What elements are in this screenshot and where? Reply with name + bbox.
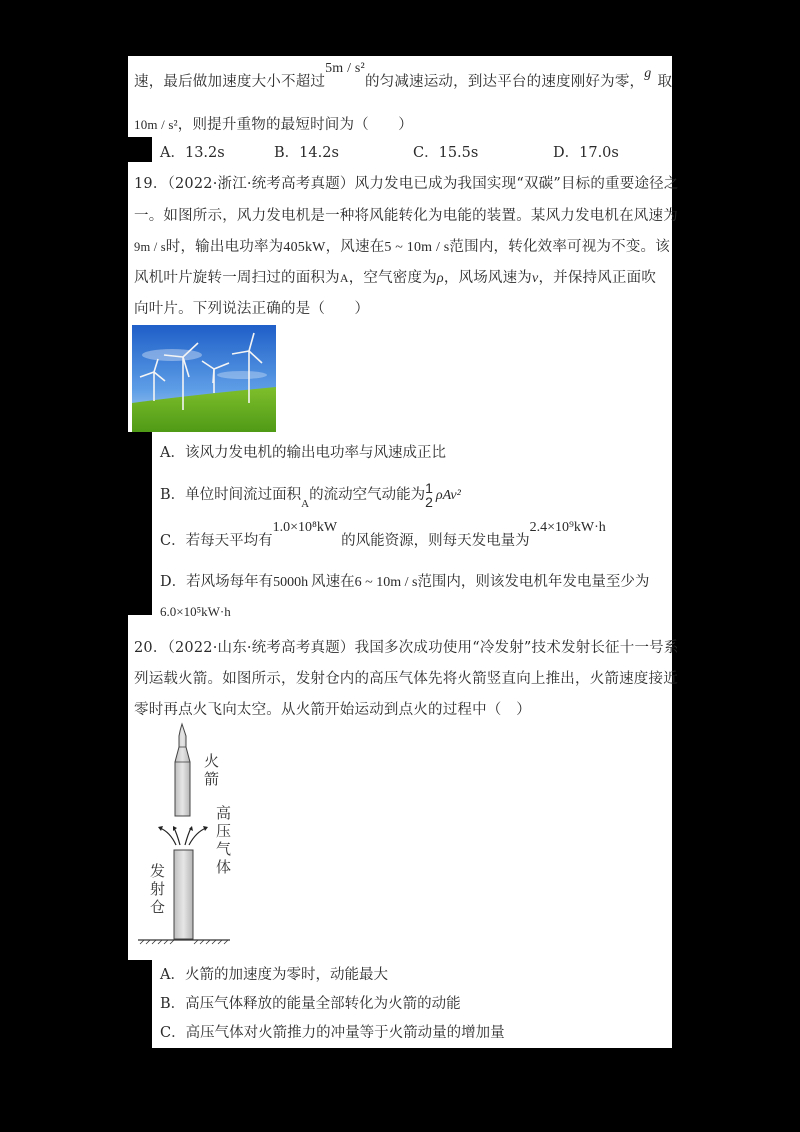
rocket-diagram-svg	[130, 722, 250, 952]
q19-option-d-line-2: 6.0×10⁵kW·h	[160, 604, 231, 619]
q19-option-d-speed: 6 ~ 10m / s	[354, 575, 418, 590]
q19-line-4	[134, 268, 656, 289]
q19-line-5: 向叶片。下列说法正确的是（ ）	[134, 301, 370, 317]
rocket-label-char: 箭	[204, 770, 220, 788]
q18-text: 取	[657, 74, 673, 90]
q20-line-2: 列运载火箭。如图所示，发射仓内的高压气体先将火箭竖直向上推出，火箭速度接近	[134, 671, 678, 687]
q19-line-2: 一。如图所示，风力发电机是一种将风能转化为电能的装置。某风力发电机在风速为	[134, 208, 678, 224]
q18-option-a[interactable]: A．13.2s	[160, 145, 225, 161]
q19-area-symbol: A	[339, 271, 349, 285]
q20-line-3: 零时再点火飞向太空。从火箭开始运动到点火的过程中（ ）	[134, 702, 531, 718]
q19-option-b-fraction	[425, 481, 433, 509]
q19-option-d-hours: 5000h	[273, 575, 309, 590]
q19-option-d-text: 风速在	[311, 574, 355, 590]
q19-option-a[interactable]: A．该风力发电机的输出电功率与风速成正比	[160, 445, 446, 461]
gas-label	[216, 804, 231, 876]
q19-text: 范围内，转化效率可视为不变。该	[449, 239, 670, 255]
q19-option-c-power: 1.0×10⁸kW	[272, 520, 338, 535]
q20-option-a[interactable]: A．火箭的加速度为零时，动能最大	[160, 967, 388, 983]
q19-option-b-text: B．单位时间流过面积	[160, 487, 302, 503]
q19-density-symbol: ρ	[436, 271, 444, 286]
q19-power-405kw: 405kW	[283, 240, 326, 255]
q18-g-symbol: g	[644, 66, 652, 81]
rocket-label-char: 火	[204, 752, 220, 770]
q19-option-c[interactable]	[160, 520, 606, 552]
rocket-label	[204, 752, 219, 788]
q19-text: 时，输出电功率为	[165, 239, 284, 255]
q19-option-d-text: D．若风场每年有	[160, 574, 274, 590]
silo-label	[150, 862, 165, 916]
fraction-numerator: 1	[425, 480, 433, 496]
q19-text: ，风场风速为	[443, 270, 533, 286]
q18-line-1	[134, 61, 673, 93]
q19-option-b[interactable]	[160, 481, 461, 509]
q18-formula-accel: 5m / s²	[325, 61, 365, 76]
q19-option-c-text: C．若每天平均有	[160, 533, 273, 549]
q18-text: 速，最后做加速度大小不超过	[134, 74, 326, 90]
q19-text: ，空气密度为	[348, 270, 437, 286]
q18-option-d[interactable]: D．17.0s	[553, 145, 619, 161]
q19-option-c-energy: 2.4×10⁹kW·h	[529, 520, 606, 535]
q20-option-c[interactable]: C．高压气体对火箭推力的冲量等于火箭动量的增加量	[160, 1025, 505, 1041]
q18-text: ，则提升重物的最短时间为（ ）	[177, 117, 413, 133]
q18-formula-g: 10m / s²	[134, 117, 178, 132]
silo-label-char: 发	[150, 862, 166, 880]
q19-option-b-formula: ρAv²	[435, 488, 461, 503]
q19-option-c-text: 的风能资源，则每天发电量为	[341, 533, 530, 549]
silo-label-char: 仓	[150, 898, 166, 916]
q18-line-2	[134, 115, 413, 135]
fraction-denominator: 2	[425, 494, 433, 510]
q20-line-1: 20．（2022·山东·统考高考真题）我国多次成功使用“冷发射”技术发射长征十一号系	[134, 640, 679, 656]
gas-label-char: 体	[216, 858, 232, 876]
q19-line-1: 19．（2022·浙江·统考高考真题）风力发电已成为我国实现“双碳”目标的重要途径之	[134, 176, 679, 192]
q19-text: ，风速在	[325, 239, 385, 255]
q19-option-d[interactable]	[160, 572, 649, 593]
silo-label-char: 射	[150, 880, 166, 898]
q18-option-b[interactable]: B．14.2s	[274, 145, 339, 161]
rocket-launch-diagram	[130, 722, 250, 952]
q19-text: 风机叶片旋转一周扫过的面积为	[134, 270, 340, 286]
gas-label-char: 气	[216, 840, 232, 858]
wind-turbine-image	[132, 325, 276, 432]
gas-label-char: 高	[216, 804, 232, 822]
q19-option-d-text: 范围内，则该发电机年发电量至少为	[417, 574, 650, 590]
q18-option-c[interactable]: C．15.5s	[413, 145, 479, 161]
q19-option-b-area: A	[301, 498, 310, 510]
q19-speed-9: 9m / s	[134, 240, 166, 254]
q19-option-b-text: 的流动空气动能为	[309, 487, 426, 503]
q20-option-b[interactable]: B．高压气体释放的能量全部转化为火箭的动能	[160, 996, 461, 1012]
q18-text: 的匀减速运动，到达平台的速度刚好为零，	[364, 74, 645, 90]
q19-text: ，并保持风正面吹	[538, 270, 657, 286]
gas-label-char: 压	[216, 822, 232, 840]
q19-speed-range: 5 ~ 10m / s	[384, 240, 450, 255]
q19-velocity-symbol: v	[532, 271, 539, 286]
q19-line-3	[134, 237, 670, 258]
